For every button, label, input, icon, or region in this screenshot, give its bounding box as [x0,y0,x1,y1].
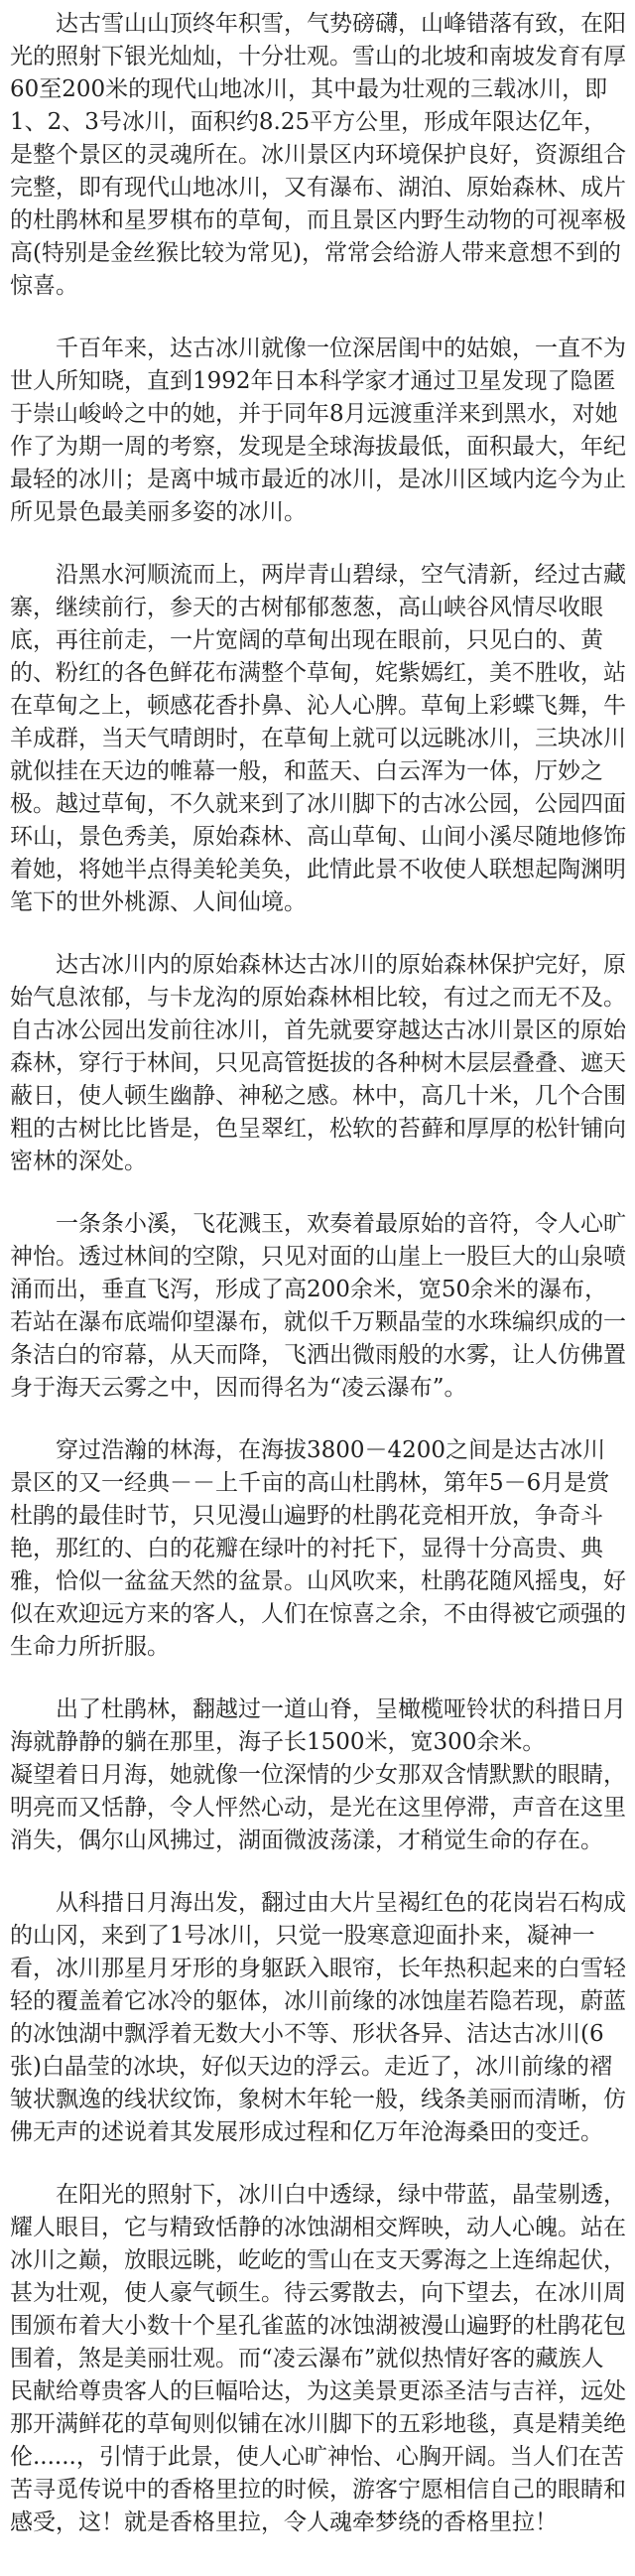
paragraph-summit-glacier [10,8,626,303]
paragraph-sun-moon-lake [10,1694,626,1857]
paragraph-text: 在阳光的照射下，冰川白中透绿，绿中带蓝，晶莹剔透，耀人眼目，它与精致恬静的冰蚀湖相交辉映，动人心魄。站在冰川之巅，放眼远眺，屹屹的雪山在支天雾海之上连绵起伏，甚为壮观，使人豪气顿生。待云雾散去，向下望去，在冰川周围颁布着大小数十个星孔雀蓝的冰蚀湖被漫山遍野的杜鹃花包围着，煞是美丽壮观。而“凌云瀑布”就似热情好客的藏族人民献给尊贵客人的巨幅哈达，为这美景更添圣洁与吉祥，远处那开满鲜花的草甸则似铺在冰川脚下的五彩地毯，真是精美绝伦......，引情于此景，使人心旷神怡、心胸开阔。当人们在苦苦寻觅传说中的香格里拉的时候，游客宁愿相信自己的眼睛和感受，这！就是香格里拉，令人魂牵梦绕的香格里拉！ [10,2182,626,2535]
paragraph-waterfall [10,1208,626,1405]
paragraph-text: 千百年来，达古冰川就像一位深居闺中的姑娘，一直不为世人所知晓，直到1992年日本科学家才通过卫星发现了隐匿于崇山峻岭之中的她，并于同年8月远渡重洋来到黑水，对她作了为期一周的考察，发现是全球海拔最低，面积最大，年纪最轻的冰川；是离中城市最近的冰川，是冰川区域内迄今为止所见景色最美丽多姿的冰川。 [10,336,626,525]
paragraph-discovery [10,333,626,529]
paragraph-glacier-one [10,1887,626,2149]
paragraph-text: 达古冰川内的原始森林达古冰川的原始森林保护完好，原始气息浓郁，与卡龙沟的原始森林相比较，有过之而无不及。自古冰公园出发前往冰川，首先就要穿越达古冰川景区的原始森林，穿行于林间，只见高管挺拔的各种树木层层叠叠、遮天蔽日，使人顿生幽静、神秘之感。林中，高几十米，几个合围粗的古树比比皆是，色呈翠红，松软的苔藓和厚厚的松针铺向密林的深处。 [10,952,626,1174]
paragraph-azalea-forest [10,1434,626,1664]
paragraph-text: 沿黑水河顺流而上，两岸青山碧绿，空气清新，经过古藏寨，继续前行，参天的古树郁郁葱葱，高山峡谷风情尽收眼底，再往前走，一片宽阔的草甸出现在眼前，只见白的、黄的、粉红的各色鲜花布满整个草甸，姹紫嫣红，美不胜收，站在草甸之上，顿感花香扑鼻、沁人心脾。草甸上彩蝶飞舞，牛羊成群，当天气晴朗时，在草甸上就可以远眺冰川，三块冰川就似挂在天边的帷幕一般，和蓝天、白云浑为一体，厅妙之极。越过草甸，不久就来到了冰川脚下的古冰公园，公园四面环山，景色秀美，原始森林、高山草甸、山间小溪尽随地修饰着她，将她半点得美轮美奂，此情此景不收使人联想起陶渊明笔下的世外桃源、人间仙境。 [10,562,626,915]
paragraph-text-continued: 凝望着日月海，她就像一位深情的少女那双含情默默的眼睛，明亮而又恬静，令人怦然心动，是光在这里停滞，声音在这里消失，偶尔山风拂过，湖面微波荡漾，才稍觉生命的存在。 [10,1762,626,1853]
paragraph-text: 一条条小溪，飞花溅玉，欢奏着最原始的音符，令人心旷神怡。透过林间的空隙，只见对面的山崖上一股巨大的山泉喷涌而出，垂直飞泻，形成了高200余米，宽50余米的瀑布，若站在瀑布底端仰望瀑布，就似千万颗晶莹的水珠编织成的一条洁白的帘幕，从天而降，飞洒出微雨般的水雾，让人仿佛置身于海天云雾之中，因而得名为“凌云瀑布”。 [10,1211,626,1401]
paragraph-primeval-forest [10,949,626,1178]
paragraph-text: 从科措日月海出发，翻过由大片呈褐红色的花岗岩石构成的山冈，来到了1号冰川，只觉一股寒意迎面扑来，凝神一看，冰川那星月牙形的身躯跃入眼帘，长年热积起来的白雪轻轻的覆盖着它冰冷的躯体，冰川前缘的冰蚀崖若隐若现，蔚蓝的冰蚀湖中飘浮着无数大小不等、形状各异、洁达古冰川(6张)白晶莹的冰块，好似天边的浮云。走近了，冰川前缘的褶皱状飘逸的线状纹饰，象树木年轮一般，线条美丽而清晰，仿佛无声的述说着其发展形成过程和亿万年沧海桑田的变迁。 [10,1890,626,2145]
paragraph-text: 出了杜鹃林，翻越过一道山脊，呈橄榄哑铃状的科措日月海就静静的躺在那里，海子长1500米，宽300余米。 [10,1696,626,1755]
paragraph-meadow [10,559,626,919]
paragraph-shangri-la [10,2179,626,2539]
paragraph-text: 达古雪山山顶终年积雪，气势磅礴，山峰错落有致，在阳光的照射下银光灿灿，十分壮观。雪山的北坡和南坡发育有厚60至200米的现代山地冰川，其中最为壮观的三载冰川，即1、2、3号冰川，面积约8.25平方公里，形成年限达亿年，是整个景区的灵魂所在。冰川景区内环境保护良好，资源组合完整，即有现代山地冰川，又有瀑布、湖泊、原始森林、成片的杜鹃林和星罗棋布的草甸，而且景区内野生动物的可视率极高(特别是金丝猴比较为常见)，常常会给游人带来意想不到的惊喜。 [10,11,626,299]
paragraph-text: 穿过浩瀚的林海，在海拔3800－4200之间是达古冰川景区的又一经典－－上千亩的高山杜鹃林，第年5－6月是赏杜鹃的最佳时节，只见漫山遍野的杜鹃花竞相开放，争奇斗艳，那红的、白的花瓣在绿叶的衬托下，显得十分高贵、典雅，恰似一盆盆天然的盆景。山风吹来，杜鹃花随风摇曳，好似在欢迎远方来的客人，人们在惊喜之余，不由得被它顽强的生命力所折服。 [10,1437,626,1660]
